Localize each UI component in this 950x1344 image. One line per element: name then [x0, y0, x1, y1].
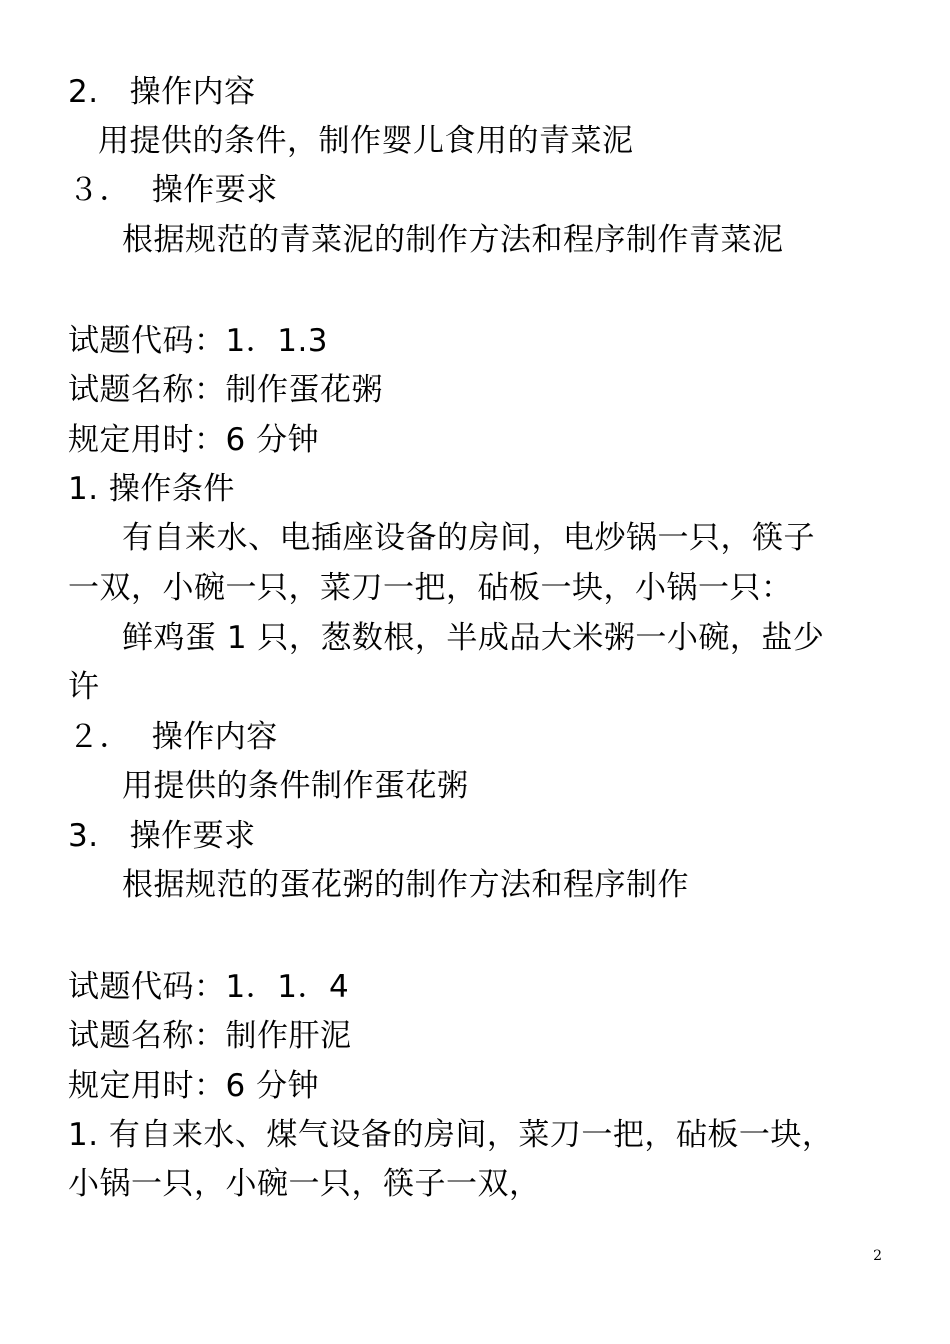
question-code: 试题代码：1．1.3	[68, 323, 329, 359]
body-text: 一双，小碗一只，菜刀一把，砧板一块，小锅一只：	[68, 570, 793, 606]
time-limit: 规定用时：6 分钟	[68, 422, 320, 458]
body-text: 用提供的条件，制作婴儿食用的青菜泥	[98, 123, 634, 159]
page-number: 2	[873, 1248, 882, 1264]
question-code: 试题代码：1．1．4	[68, 969, 350, 1005]
time-limit: 规定用时：6 分钟	[68, 1068, 320, 1104]
body-text: 用提供的条件制作蛋花粥	[122, 768, 469, 804]
body-text: 根据规范的蛋花粥的制作方法和程序制作	[122, 867, 689, 903]
body-text: 1. 有自来水、煤气设备的房间，菜刀一把，砧板一块，	[68, 1117, 834, 1153]
section-heading-operation-content: 2. 操作内容	[68, 74, 256, 110]
question-name: 试题名称：制作肝泥	[68, 1018, 352, 1054]
section-heading-operation-requirements: ３． 操作要求	[68, 172, 278, 208]
body-text: 鲜鸡蛋 1 只，葱数根，半成品大米粥一小碗，盐少	[122, 620, 825, 656]
body-text: 根据规范的青菜泥的制作方法和程序制作青菜泥	[122, 222, 784, 258]
body-text: 有自来水、电插座设备的房间，电炒锅一只，筷子	[122, 520, 815, 556]
section-heading-operation-content: ２． 操作内容	[68, 719, 278, 755]
section-heading-operation-conditions: 1. 操作条件	[68, 471, 235, 507]
body-text: 小锅一只，小碗一只，筷子一双，	[68, 1166, 541, 1202]
body-text: 许	[68, 669, 100, 705]
question-name: 试题名称：制作蛋花粥	[68, 372, 383, 408]
section-heading-operation-requirements: 3. 操作要求	[68, 818, 256, 854]
